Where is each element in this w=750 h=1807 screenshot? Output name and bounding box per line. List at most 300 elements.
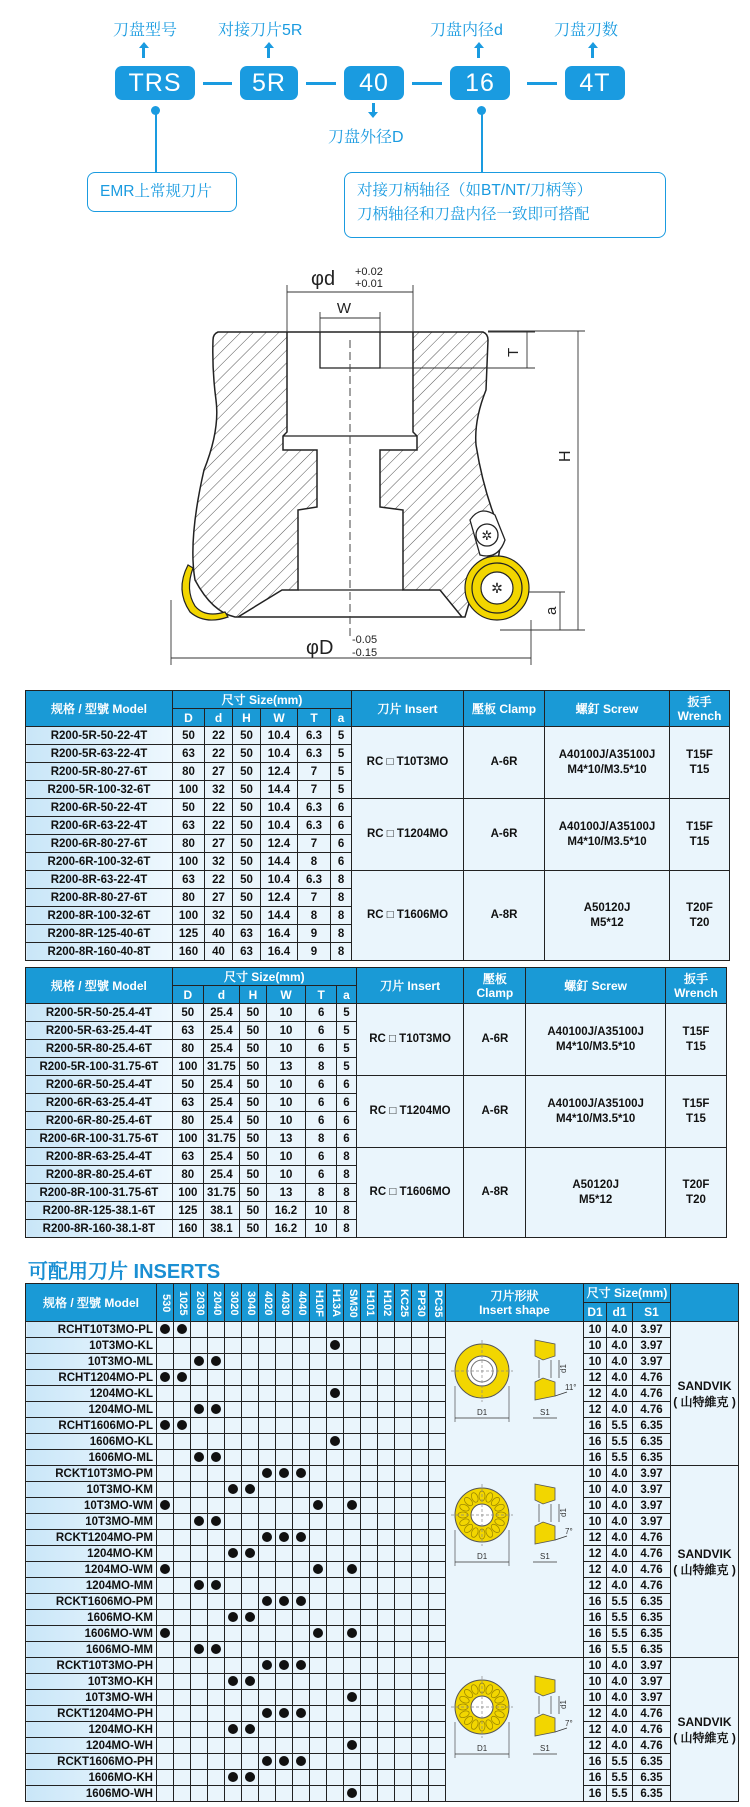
grade-cell-KC25 <box>395 1498 412 1514</box>
grade-cell-4040 <box>293 1594 310 1610</box>
grade-cell-4030 <box>276 1322 293 1338</box>
grade-cell-4020 <box>259 1578 276 1594</box>
grade-cell-3040 <box>242 1706 259 1722</box>
availability-dot-icon <box>296 1708 306 1718</box>
table-row <box>26 1370 739 1386</box>
header-wrench: 扳手 Wrench <box>665 968 726 1004</box>
grade-cell-530 <box>157 1498 174 1514</box>
dim-cell: 31.75 <box>203 1058 239 1076</box>
grade-cell-H13A <box>327 1482 344 1498</box>
table-row <box>26 1690 739 1706</box>
grade-cell-2040 <box>208 1642 225 1658</box>
grade-cell-4040 <box>293 1450 310 1466</box>
dim-cell: 8 <box>306 1058 337 1076</box>
grade-cell-3020 <box>225 1642 242 1658</box>
grade-cell-530 <box>157 1610 174 1626</box>
table-row <box>26 1754 739 1770</box>
grade-cell-KC25 <box>395 1578 412 1594</box>
grade-cell-KC25 <box>395 1418 412 1434</box>
size-cell-d1: 4.0 <box>607 1738 633 1754</box>
grade-cell-H10F <box>310 1642 327 1658</box>
grade-cell-H13A <box>327 1402 344 1418</box>
grade-cell-PC35 <box>429 1658 446 1674</box>
size-cell-S1: 6.35 <box>633 1754 671 1770</box>
grade-cell-2040 <box>208 1450 225 1466</box>
grade-cell-2040 <box>208 1514 225 1530</box>
table-row <box>26 1546 739 1562</box>
grade-cell-H101 <box>361 1594 378 1610</box>
dim-cell: 10 <box>266 1112 305 1130</box>
grade-cell-2040 <box>208 1674 225 1690</box>
size-cell-S1: 6.35 <box>633 1642 671 1658</box>
grade-cell-4020 <box>259 1354 276 1370</box>
grade-cell-H101 <box>361 1354 378 1370</box>
size-cell-S1: 3.97 <box>633 1354 671 1370</box>
table-row <box>26 1004 727 1022</box>
header-dim-d: d <box>203 986 239 1004</box>
dim-cell: 32 <box>205 907 233 925</box>
grade-cell-2040 <box>208 1418 225 1434</box>
size-cell-D1: 16 <box>584 1434 607 1450</box>
size-cell-D1: 12 <box>584 1738 607 1754</box>
grade-cell-2040 <box>208 1658 225 1674</box>
dim-cell: 80 <box>173 889 205 907</box>
label-D1: D1 <box>476 1744 487 1753</box>
grade-cell-H13A <box>327 1514 344 1530</box>
label-inner-diameter: 刀盘内径d <box>430 22 503 39</box>
availability-dot-icon <box>296 1756 306 1766</box>
grade-cell-PP30 <box>412 1642 429 1658</box>
grade-cell-1025 <box>174 1658 191 1674</box>
grade-cell-1025 <box>174 1338 191 1354</box>
grade-cell-H10F <box>310 1322 327 1338</box>
table-row <box>26 1148 727 1166</box>
dim-cell: 10 <box>266 1094 305 1112</box>
grade-cell-4040 <box>293 1674 310 1690</box>
model-cell: R200-8R-63-22-4T <box>26 871 173 889</box>
grade-cell-3040 <box>242 1370 259 1386</box>
size-cell-S1: 3.97 <box>633 1482 671 1498</box>
size-cell-d1: 4.0 <box>607 1530 633 1546</box>
grade-cell-H101 <box>361 1722 378 1738</box>
grade-cell-PP30 <box>412 1370 429 1386</box>
size-cell-S1: 4.76 <box>633 1546 671 1562</box>
grade-cell-KC25 <box>395 1370 412 1386</box>
grade-cell-2040 <box>208 1754 225 1770</box>
brand-cell: SANDVIK ( 山特維克 ) <box>671 1658 739 1802</box>
size-cell-S1: 4.76 <box>633 1706 671 1722</box>
availability-dot-icon <box>160 1372 170 1382</box>
dim-cell: 32 <box>205 853 233 871</box>
grade-cell-PC35 <box>429 1594 446 1610</box>
size-cell-d1: 5.5 <box>607 1418 633 1434</box>
size-cell-d1: 4.0 <box>607 1370 633 1386</box>
dim-cell: 6 <box>331 799 352 817</box>
label-angle: 7° <box>564 1719 573 1728</box>
grade-cell-4030 <box>276 1562 293 1578</box>
availability-dot-icon <box>296 1468 306 1478</box>
dim-cell: 6 <box>337 1094 357 1112</box>
dim-cell: 8 <box>331 889 352 907</box>
size-cell-S1: 6.35 <box>633 1626 671 1642</box>
grade-cell-4020 <box>259 1594 276 1610</box>
availability-dot-icon <box>160 1628 170 1638</box>
availability-dot-icon <box>228 1484 238 1494</box>
dim-cell: 100 <box>173 907 205 925</box>
grade-cell-530 <box>157 1594 174 1610</box>
header-grade-3020: 3020 <box>225 1284 242 1322</box>
grade-cell-H10F <box>310 1674 327 1690</box>
model-cell: 10T3MO-KL <box>26 1338 157 1354</box>
grade-cell-PP30 <box>412 1450 429 1466</box>
insert-shape-serrated-icon <box>447 1470 583 1580</box>
availability-dot-icon <box>211 1452 221 1462</box>
grade-cell-1025 <box>174 1706 191 1722</box>
grade-cell-2030 <box>191 1370 208 1386</box>
label-d1: d1 <box>558 1700 568 1709</box>
availability-dot-icon <box>347 1740 357 1750</box>
dim-cell: 14.4 <box>261 853 298 871</box>
header-dim-a: a <box>337 986 357 1004</box>
grade-cell-4020 <box>259 1434 276 1450</box>
grade-cell-SM30 <box>344 1722 361 1738</box>
grade-cell-4030 <box>276 1514 293 1530</box>
grade-cell-PC35 <box>429 1434 446 1450</box>
grade-cell-530 <box>157 1466 174 1482</box>
dim-cell: 63 <box>233 925 261 943</box>
dim-cell: 6 <box>306 1166 337 1184</box>
table-row <box>26 1674 739 1690</box>
header-dim-d1: d1 <box>607 1303 633 1322</box>
dim-cell: 14.4 <box>261 781 298 799</box>
header-dim-T: T <box>298 709 331 727</box>
dim-cell: 16.4 <box>261 943 298 961</box>
table-row <box>26 1482 739 1498</box>
grade-cell-2030 <box>191 1754 208 1770</box>
grade-cell-H101 <box>361 1786 378 1802</box>
grade-cell-4030 <box>276 1674 293 1690</box>
table-row <box>26 1354 739 1370</box>
grade-cell-2040 <box>208 1482 225 1498</box>
dim-cell: 38.1 <box>203 1202 239 1220</box>
dim-cell: 40 <box>205 943 233 961</box>
size-cell-D1: 12 <box>584 1562 607 1578</box>
header-grade-530: 530 <box>157 1284 174 1322</box>
availability-dot-icon <box>279 1596 289 1606</box>
header-dim-H: H <box>233 709 261 727</box>
grade-cell-KC25 <box>395 1530 412 1546</box>
dim-cell: 6 <box>331 817 352 835</box>
grade-cell-4020 <box>259 1450 276 1466</box>
grade-cell-1025 <box>174 1690 191 1706</box>
grade-cell-530 <box>157 1674 174 1690</box>
grade-cell-KC25 <box>395 1546 412 1562</box>
model-cell: 1204MO-ML <box>26 1402 157 1418</box>
dim-cell: 25.4 <box>203 1040 239 1058</box>
grade-cell-2040 <box>208 1690 225 1706</box>
grade-cell-3020 <box>225 1546 242 1562</box>
grade-cell-1025 <box>174 1626 191 1642</box>
grade-cell-3020 <box>225 1370 242 1386</box>
grade-cell-3020 <box>225 1418 242 1434</box>
grade-cell-3040 <box>242 1386 259 1402</box>
size-cell-d1: 4.0 <box>607 1722 633 1738</box>
model-cell: RCHT1606MO-PL <box>26 1418 157 1434</box>
size-cell-d1: 5.5 <box>607 1786 633 1802</box>
model-cell: 1204MO-KL <box>26 1386 157 1402</box>
header-insert-shape: 刀片形狀 Insert shape <box>446 1284 584 1322</box>
grade-cell-3040 <box>242 1434 259 1450</box>
size-cell-D1: 12 <box>584 1530 607 1546</box>
grade-cell-SM30 <box>344 1370 361 1386</box>
size-cell-d1: 4.0 <box>607 1498 633 1514</box>
grade-cell-H13A <box>327 1562 344 1578</box>
size-cell-d1: 5.5 <box>607 1594 633 1610</box>
grade-cell-2030 <box>191 1402 208 1418</box>
dim-cell: 8 <box>306 1130 337 1148</box>
grade-cell-PC35 <box>429 1546 446 1562</box>
grade-cell-H102 <box>378 1722 395 1738</box>
size-cell-S1: 4.76 <box>633 1722 671 1738</box>
grade-cell-3040 <box>242 1402 259 1418</box>
dim-cell: 10 <box>306 1220 337 1238</box>
availability-dot-icon <box>177 1324 187 1334</box>
grade-cell-H13A <box>327 1338 344 1354</box>
model-cell: RCHT1204MO-PL <box>26 1370 157 1386</box>
grade-cell-4030 <box>276 1466 293 1482</box>
header-grade-SM30: SM30 <box>344 1284 361 1322</box>
label-S1: S1 <box>539 1744 550 1753</box>
dim-cell: 10.4 <box>261 817 298 835</box>
grade-cell-H101 <box>361 1706 378 1722</box>
grade-cell-H13A <box>327 1770 344 1786</box>
insert-right-icon <box>465 556 529 620</box>
size-cell-d1: 4.0 <box>607 1578 633 1594</box>
model-cell: RCKT1204MO-PM <box>26 1530 157 1546</box>
availability-dot-icon <box>228 1676 238 1686</box>
model-cell: R200-8R-80-25.4-6T <box>26 1166 173 1184</box>
header-size: 尺寸 Size(mm) <box>584 1284 671 1303</box>
grade-cell-H13A <box>327 1450 344 1466</box>
grade-cell-H13A <box>327 1722 344 1738</box>
grade-cell-4020 <box>259 1402 276 1418</box>
grade-cell-530 <box>157 1482 174 1498</box>
grade-cell-3020 <box>225 1738 242 1754</box>
grade-cell-H102 <box>378 1338 395 1354</box>
grade-cell-H13A <box>327 1434 344 1450</box>
grade-cell-H102 <box>378 1674 395 1690</box>
grade-cell-PC35 <box>429 1770 446 1786</box>
dim-cell: 50 <box>239 1094 266 1112</box>
grade-cell-H102 <box>378 1386 395 1402</box>
grade-cell-1025 <box>174 1370 191 1386</box>
inserts-section-title: 可配用刀片 INSERTS <box>28 1261 221 1283</box>
cutter-body <box>193 332 502 617</box>
grade-cell-KC25 <box>395 1514 412 1530</box>
grade-cell-H102 <box>378 1658 395 1674</box>
grade-cell-3040 <box>242 1498 259 1514</box>
grade-cell-SM30 <box>344 1674 361 1690</box>
inserts-table-grid <box>25 1283 739 1802</box>
header-grade-H102: H102 <box>378 1284 395 1322</box>
size-cell-d1: 5.5 <box>607 1450 633 1466</box>
grade-cell-530 <box>157 1562 174 1578</box>
clamp-cell: A-8R <box>464 871 545 961</box>
grade-cell-530 <box>157 1626 174 1642</box>
grade-cell-H102 <box>378 1770 395 1786</box>
dim-cell: 80 <box>172 1166 203 1184</box>
size-cell-d1: 5.5 <box>607 1642 633 1658</box>
grade-cell-H13A <box>327 1578 344 1594</box>
grade-cell-H101 <box>361 1370 378 1386</box>
grade-cell-PC35 <box>429 1450 446 1466</box>
grade-cell-H101 <box>361 1562 378 1578</box>
grade-cell-1025 <box>174 1786 191 1802</box>
dim-cell: 50 <box>239 1058 266 1076</box>
model-cell: R200-6R-50-22-4T <box>26 799 173 817</box>
grade-cell-1025 <box>174 1562 191 1578</box>
size-cell-d1: 5.5 <box>607 1770 633 1786</box>
model-cell: 10T3MO-KH <box>26 1674 157 1690</box>
header-grade-2030: 2030 <box>191 1284 208 1322</box>
grade-cell-3040 <box>242 1770 259 1786</box>
size-cell-D1: 10 <box>584 1658 607 1674</box>
dim-cell: 50 <box>233 799 261 817</box>
wrench-cell: T15F T15 <box>670 727 730 799</box>
dim-cell: 5 <box>337 1040 357 1058</box>
model-cell: R200-8R-100-31.75-6T <box>26 1184 173 1202</box>
grade-cell-4040 <box>293 1434 310 1450</box>
grade-cell-H101 <box>361 1530 378 1546</box>
model-cell: 1606MO-KH <box>26 1770 157 1786</box>
grade-cell-PP30 <box>412 1626 429 1642</box>
availability-dot-icon <box>211 1580 221 1590</box>
grade-cell-PP30 <box>412 1706 429 1722</box>
grade-cell-4030 <box>276 1402 293 1418</box>
grade-cell-KC25 <box>395 1658 412 1674</box>
grade-cell-4020 <box>259 1754 276 1770</box>
grade-cell-1025 <box>174 1610 191 1626</box>
wrench-cell: T15F T15 <box>665 1076 726 1148</box>
grade-cell-H13A <box>327 1322 344 1338</box>
model-cell: R200-5R-63-22-4T <box>26 745 173 763</box>
grade-cell-3040 <box>242 1466 259 1482</box>
grade-cell-PP30 <box>412 1754 429 1770</box>
availability-dot-icon <box>262 1532 272 1542</box>
screw-cell: A40100J/A35100J M4*10/M3.5*10 <box>526 1004 666 1076</box>
grade-cell-4020 <box>259 1418 276 1434</box>
header-clamp: 壓板 Clamp <box>464 968 526 1004</box>
grade-cell-PC35 <box>429 1754 446 1770</box>
grade-cell-2030 <box>191 1578 208 1594</box>
size-cell-D1: 12 <box>584 1546 607 1562</box>
availability-dot-icon <box>228 1612 238 1622</box>
grade-cell-1025 <box>174 1322 191 1338</box>
model-cell: 1606MO-ML <box>26 1450 157 1466</box>
dim-cell: 50 <box>239 1004 266 1022</box>
grade-cell-H10F <box>310 1514 327 1530</box>
dim-cell: 7 <box>298 835 331 853</box>
size-cell-d1: 5.5 <box>607 1754 633 1770</box>
label-insert-type: 对接刀片5R <box>218 22 303 39</box>
grade-cell-2040 <box>208 1386 225 1402</box>
header-dim-D: D <box>173 709 205 727</box>
grade-cell-PC35 <box>429 1386 446 1402</box>
header-insert: 刀片 Insert <box>352 691 464 727</box>
grade-cell-H10F <box>310 1690 327 1706</box>
dim-cell: 8 <box>298 853 331 871</box>
dim-cell: 7 <box>298 763 331 781</box>
grade-cell-3020 <box>225 1706 242 1722</box>
grade-cell-SM30 <box>344 1770 361 1786</box>
grade-cell-3040 <box>242 1562 259 1578</box>
code-part-insert: 5R <box>240 66 298 100</box>
grade-cell-4040 <box>293 1546 310 1562</box>
size-cell-D1: 10 <box>584 1482 607 1498</box>
grade-cell-4030 <box>276 1482 293 1498</box>
grade-cell-530 <box>157 1354 174 1370</box>
grade-cell-PC35 <box>429 1354 446 1370</box>
model-cell: 1606MO-MM <box>26 1642 157 1658</box>
model-cell: 10T3MO-ML <box>26 1354 157 1370</box>
grade-cell-H10F <box>310 1386 327 1402</box>
model-cell: R200-5R-50-25.4-4T <box>26 1004 173 1022</box>
grade-cell-2030 <box>191 1514 208 1530</box>
model-cell: 1204MO-MM <box>26 1578 157 1594</box>
dim-cell: 7 <box>298 781 331 799</box>
table-row <box>26 1434 739 1450</box>
grade-cell-3020 <box>225 1482 242 1498</box>
size-cell-d1: 5.5 <box>607 1610 633 1626</box>
dim-cell: 6 <box>331 853 352 871</box>
size-cell-d1: 4.0 <box>607 1514 633 1530</box>
size-cell-d1: 5.5 <box>607 1626 633 1642</box>
grade-cell-H102 <box>378 1754 395 1770</box>
insert-cell: RC □ T1606MO <box>352 871 464 961</box>
model-cell: 10T3MO-KM <box>26 1482 157 1498</box>
availability-dot-icon <box>313 1500 323 1510</box>
dim-cell: 80 <box>173 835 205 853</box>
grade-cell-PP30 <box>412 1674 429 1690</box>
grade-cell-2030 <box>191 1434 208 1450</box>
dim-cell: 6 <box>306 1094 337 1112</box>
dim-cell: 25.4 <box>203 1148 239 1166</box>
grade-cell-2030 <box>191 1770 208 1786</box>
grade-cell-4040 <box>293 1370 310 1386</box>
availability-dot-icon <box>194 1580 204 1590</box>
dim-cell: 5 <box>337 1004 357 1022</box>
grade-cell-H10F <box>310 1754 327 1770</box>
screw-cell: A50120J M5*12 <box>526 1148 666 1238</box>
grade-cell-3040 <box>242 1418 259 1434</box>
grade-cell-3020 <box>225 1658 242 1674</box>
size-cell-D1: 16 <box>584 1626 607 1642</box>
size-cell-S1: 3.97 <box>633 1658 671 1674</box>
grade-cell-H10F <box>310 1370 327 1386</box>
grade-cell-3040 <box>242 1722 259 1738</box>
grade-cell-SM30 <box>344 1754 361 1770</box>
size-cell-D1: 16 <box>584 1770 607 1786</box>
grade-cell-2040 <box>208 1370 225 1386</box>
availability-dot-icon <box>160 1420 170 1430</box>
dim-cell: 6.3 <box>298 745 331 763</box>
header-size: 尺寸 Size(mm) <box>172 968 356 986</box>
size-cell-d1: 4.0 <box>607 1466 633 1482</box>
note-insert: EMR上常规刀片 <box>87 172 237 212</box>
grade-cell-PP30 <box>412 1578 429 1594</box>
grade-cell-1025 <box>174 1482 191 1498</box>
size-cell-S1: 4.76 <box>633 1578 671 1594</box>
